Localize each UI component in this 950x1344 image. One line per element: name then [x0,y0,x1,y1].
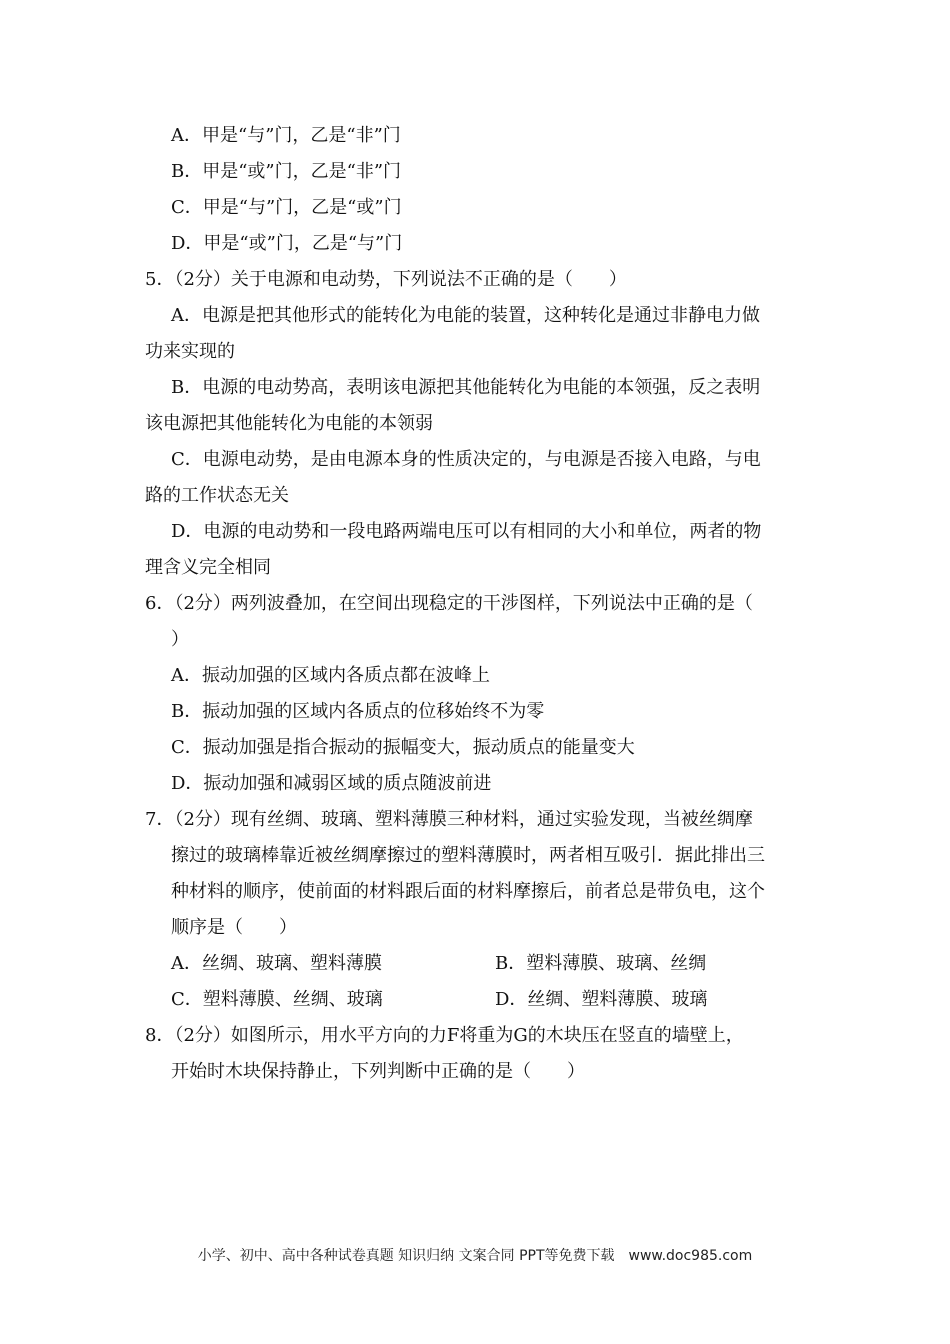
q5-stem: 5．（2分）关于电源和电动势，下列说法不正确的是（ ） [145,269,627,290]
q7-stem-line2: 擦过的玻璃棒靠近被丝绸摩擦过的塑料薄膜时，两者相互吸引．据此排出三 [171,845,765,866]
q5-option-a-line1: A．电源是把其他形式的能转化为电能的装置，这种转化是通过非静电力做 [171,305,760,326]
q6-option-b: B．振动加强的区域内各质点的位移始终不为零 [171,701,545,722]
q6-stem-line1: 6．（2分）两列波叠加，在空间出现稳定的干涉图样，下列说法中正确的是（ [145,593,753,614]
q4-option-d: D．甲是“或”门，乙是“与”门 [171,233,403,254]
q6-option-d: D．振动加强和减弱区域的质点随波前进 [171,773,492,794]
q5-option-d-line2: 理含义完全相同 [145,557,271,578]
q4-option-a: A．甲是“与”门，乙是“非”门 [171,125,401,146]
q6-stem-line2: ） [171,629,189,650]
q7-stem-line4: 顺序是（ ） [171,917,297,938]
q5-option-a-line2: 功来实现的 [145,341,235,362]
q7-option-b: B．塑料薄膜、玻璃、丝绸 [495,953,707,974]
q5-option-d-line1: D．电源的电动势和一段电路两端电压可以有相同的大小和单位，两者的物 [171,521,762,542]
q8-stem-line1: 8．（2分）如图所示，用水平方向的力F将重为G的木块压在竖直的墙壁上， [145,1025,744,1046]
q7-stem-line1: 7．（2分）现有丝绸、玻璃、塑料薄膜三种材料，通过实验发现，当被丝绸摩 [145,809,753,830]
q5-option-b-line2: 该电源把其他能转化为电能的本领弱 [145,413,433,434]
q8-stem-line2: 开始时木块保持静止，下列判断中正确的是（ ） [171,1061,585,1082]
q7-option-a: A．丝绸、玻璃、塑料薄膜 [171,953,382,974]
q5-option-b-line1: B．电源的电动势高，表明该电源把其他能转化为电能的本领强，反之表明 [171,377,761,398]
q6-option-a: A．振动加强的区域内各质点都在波峰上 [171,665,490,686]
q4-option-c: C．甲是“与”门，乙是“或”门 [171,197,402,218]
q4-option-b: B．甲是“或”门，乙是“非”门 [171,161,402,182]
q7-option-c: C．塑料薄膜、丝绸、玻璃 [171,989,383,1010]
q7-stem-line3: 种材料的顺序，使前面的材料跟后面的材料摩擦后，前者总是带负电，这个 [171,881,765,902]
q7-option-d: D．丝绸、塑料薄膜、玻璃 [495,989,708,1010]
q5-option-c-line2: 路的工作状态无关 [145,485,289,506]
q5-option-c-line1: C．电源电动势，是由电源本身的性质决定的，与电源是否接入电路，与电 [171,449,761,470]
page-footer: 小学、初中、高中各种试卷真题 知识归纳 文案合同 PPT等免费下载 www.doc985.com [197,1248,753,1264]
q6-option-c: C．振动加强是指合振动的振幅变大，振动质点的能量变大 [171,737,635,758]
